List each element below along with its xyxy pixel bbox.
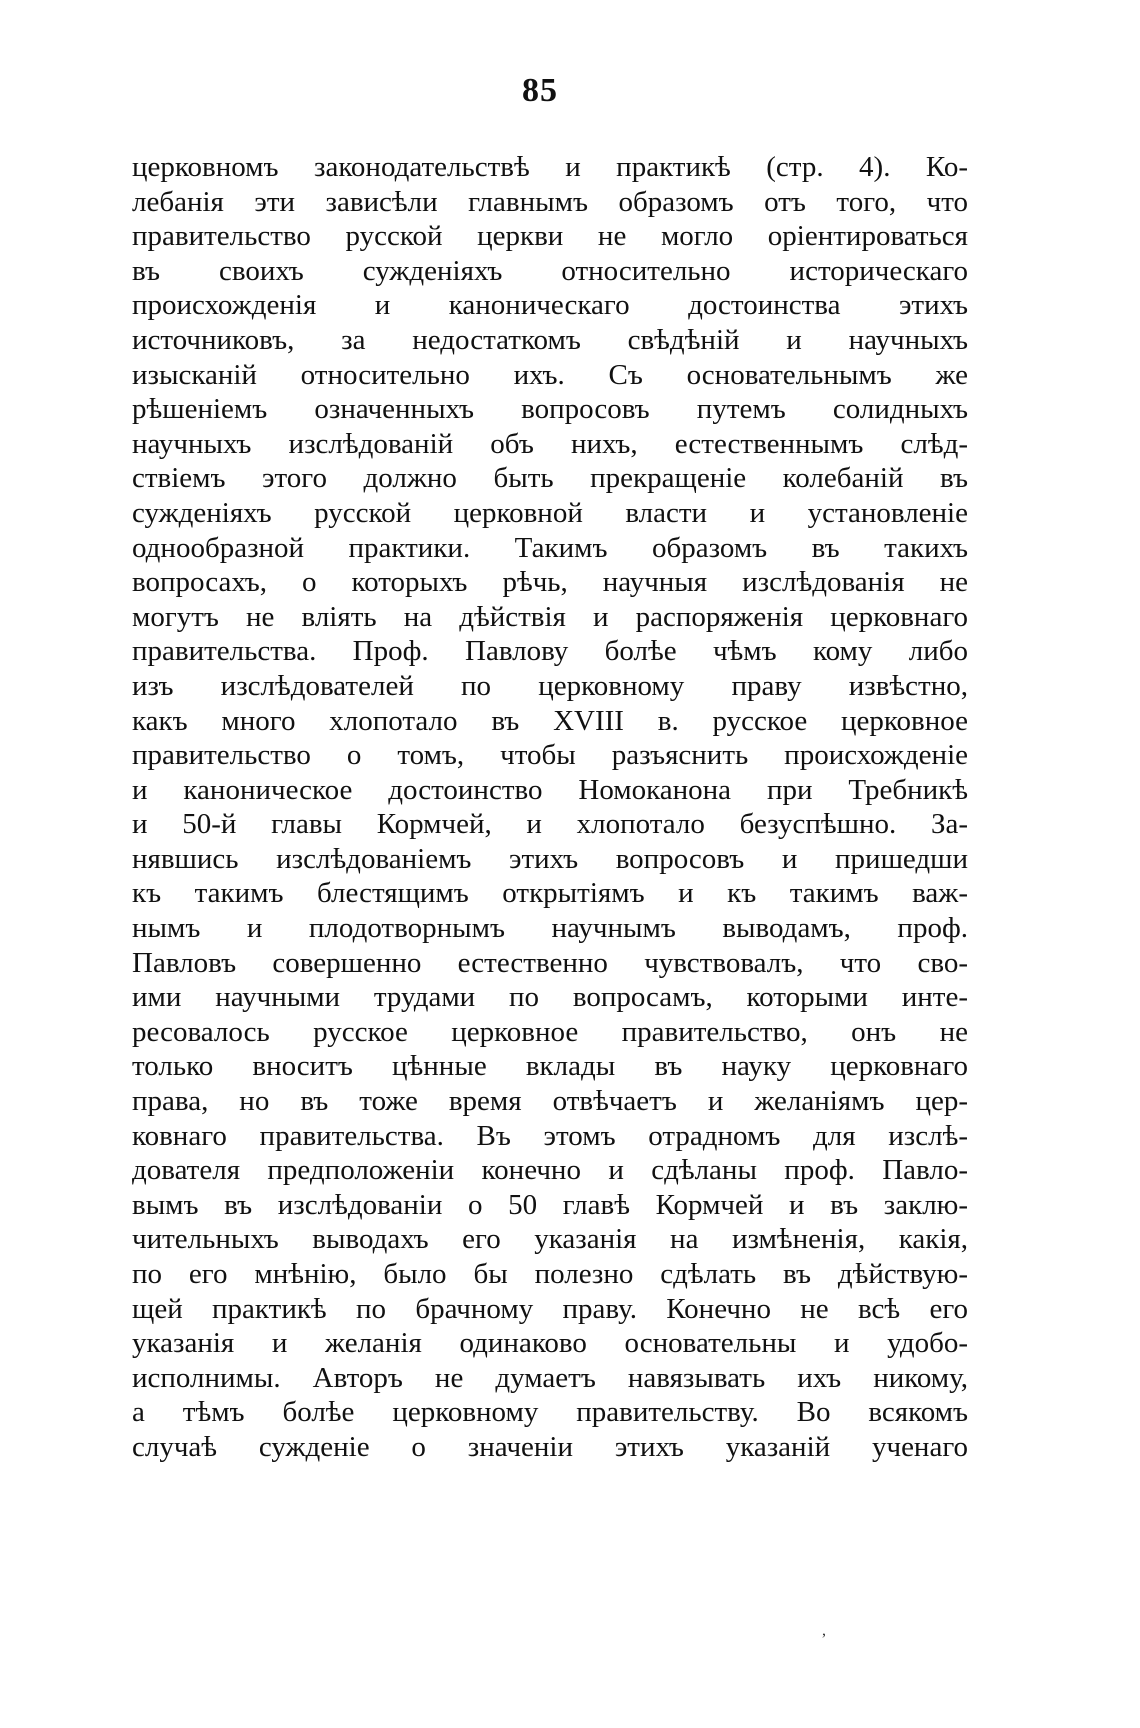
text-line: правительство о томъ, чтобы разъяснить происхожденіе [132, 739, 968, 772]
text-line: и 50-й главы Кормчей, и хлопотало безуспѣшно. За- [132, 808, 968, 841]
text-line: изысканій относительно ихъ. Съ основательнымъ же [132, 358, 968, 391]
text-line: а тѣмъ болѣе церковному правительству. Во всякомъ [132, 1396, 968, 1429]
text-line: лебанія эти зависѣли главнымъ образомъ отъ того, что [132, 185, 968, 218]
text-line: и каноническое достоинство Номоканона при Требникѣ [132, 773, 968, 806]
text-line: къ такимъ блестящимъ открытіямъ и къ такимъ важ- [132, 877, 968, 910]
text-line: права, но въ тоже время отвѣчаетъ и желаніямъ цер- [132, 1085, 968, 1118]
text-line: церковномъ законодательствѣ и практикѣ (стр. 4). Ко- [132, 151, 968, 183]
text-line: исполнимы. Авторъ не думаетъ навязывать ихъ никому, [132, 1361, 968, 1394]
text-line: вымъ въ изслѣдованіи о 50 главѣ Кормчей и въ заклю- [132, 1188, 968, 1221]
text-line: только вноситъ цѣнные вклады въ науку церковнаго [132, 1050, 968, 1083]
text-line: щей практикѣ по брачному праву. Конечно не всѣ его [132, 1292, 968, 1325]
text-line: источниковъ, за недостаткомъ свѣдѣній и научныхъ [132, 323, 968, 356]
text-line: случаѣ сужденіе о значеніи этихъ указаній ученаго [132, 1430, 968, 1463]
text-line: ими научными трудами по вопросамъ, которыми инте- [132, 981, 968, 1014]
text-line: нымъ и плодотворнымъ научнымъ выводамъ, проф. [132, 912, 968, 945]
print-speck: , [822, 1622, 826, 1639]
text-line: дователя предположеніи конечно и сдѣланы проф. Павло- [132, 1154, 968, 1187]
text-line: научныхъ изслѣдованій объ нихъ, естественнымъ слѣд- [132, 427, 968, 460]
text-line: изъ изслѣдователей по церковному праву извѣстно, [132, 669, 968, 702]
text-line: однообразной практики. Такимъ образомъ въ такихъ [132, 531, 968, 564]
text-line: нявшись изслѣдованіемъ этихъ вопросовъ и пришедши [132, 842, 968, 875]
page-number: 85 [522, 72, 558, 109]
text-line: вопросахъ, о которыхъ рѣчь, научныя изслѣдованія не [132, 566, 968, 599]
text-line: указанія и желанія одинаково основательны и удобо- [132, 1327, 968, 1360]
text-line: ресовалось русское церковное правительство, онъ не [132, 1015, 968, 1048]
text-line: рѣшеніемъ означенныхъ вопросовъ путемъ солидныхъ [132, 393, 968, 426]
body-text [132, 150, 968, 1465]
text-line: какъ много хлопотало въ XVIII в. русское церковное [132, 704, 968, 737]
text-line: ствіемъ этого должно быть прекращеніе колебаній въ [132, 462, 968, 495]
text-line: ковнаго правительства. Въ этомъ отрадномъ для изслѣ- [132, 1119, 968, 1152]
text-line: происхожденія и каноническаго достоинства этихъ [132, 289, 968, 322]
text-line: въ своихъ сужденіяхъ относительно историческаго [132, 254, 968, 287]
text-line: правительства. Проф. Павлову болѣе чѣмъ кому либо [132, 635, 968, 668]
text-line: Павловъ совершенно естественно чувствовалъ, что сво- [132, 946, 968, 979]
text-line: могутъ не влiять на дѣйствія и распоряженія церковнаго [132, 600, 968, 633]
text-line: правительство русской церкви не могло оріентироваться [132, 220, 968, 253]
text-line: по его мнѣнію, было бы полезно сдѣлать въ дѣйствую- [132, 1258, 968, 1290]
text-line: сужденіяхъ русской церковной власти и установленіе [132, 496, 968, 529]
text-line: чительныхъ выводахъ его указанія на измѣненія, какія, [132, 1223, 968, 1256]
